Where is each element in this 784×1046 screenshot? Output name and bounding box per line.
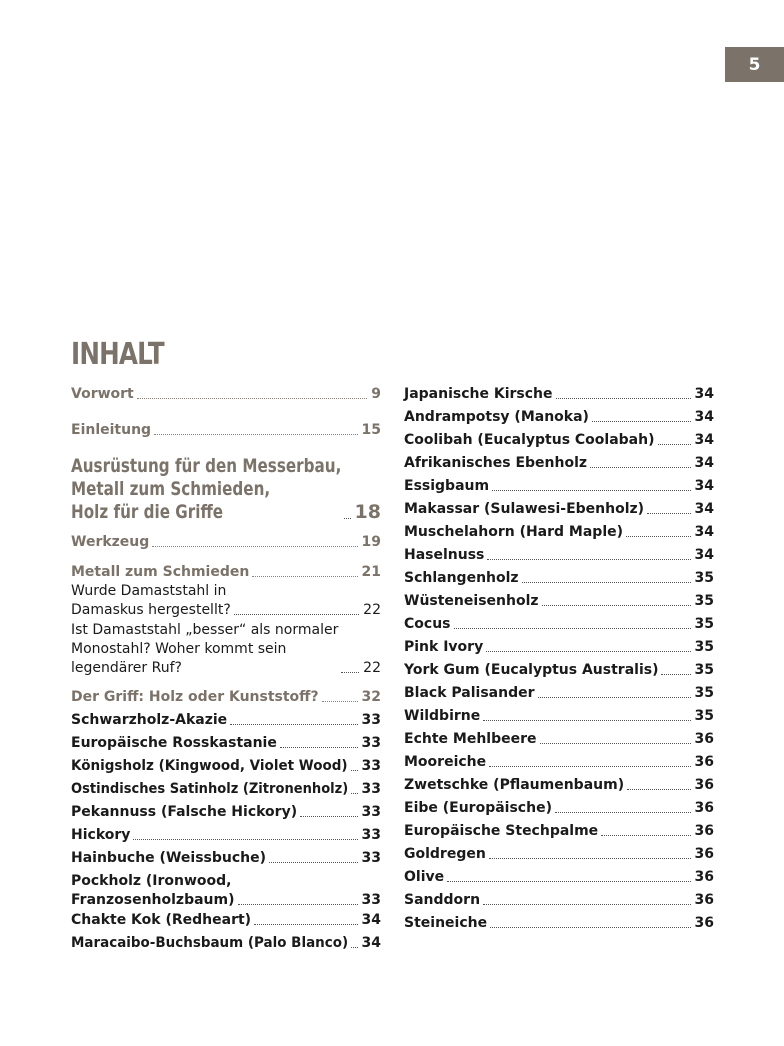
toc-entry[interactable] bbox=[404, 799, 714, 818]
dot-leader bbox=[492, 490, 690, 491]
toc-entry-title bbox=[71, 934, 349, 953]
toc-entry-title-line: Sanddorn bbox=[404, 892, 481, 908]
toc-entry-title-line: Wurde Damaststahl in bbox=[71, 583, 227, 599]
dot-leader bbox=[252, 576, 357, 577]
toc-entry-page: 35 bbox=[694, 685, 714, 701]
dot-leader bbox=[483, 720, 690, 721]
dot-leader bbox=[137, 398, 368, 399]
toc-entry-title bbox=[404, 661, 658, 680]
toc-entry-page: 15 bbox=[361, 422, 381, 438]
dot-leader bbox=[254, 924, 357, 925]
toc-entry-title bbox=[404, 408, 589, 427]
toc-entry-title-line: Zwetschke (Pflaumenbaum) bbox=[404, 777, 625, 793]
toc-entry-page: 33 bbox=[361, 827, 381, 843]
dot-leader bbox=[661, 674, 690, 675]
toc-entry[interactable] bbox=[404, 868, 714, 887]
toc-entry-title-line: Eibe (Europäische) bbox=[404, 800, 552, 816]
toc-entry-title bbox=[404, 592, 539, 611]
toc-entry-title-line: York Gum (Eucalyptus Australis) bbox=[404, 662, 659, 678]
toc-entry-title bbox=[404, 500, 644, 519]
toc-entry-title-line: Japanische Kirsche bbox=[404, 386, 553, 402]
dot-leader bbox=[152, 546, 357, 547]
toc-entry[interactable] bbox=[404, 592, 714, 611]
toc-entry[interactable] bbox=[71, 803, 381, 822]
toc-entry-title bbox=[71, 385, 134, 404]
toc-entry-page: 34 bbox=[694, 501, 714, 517]
toc-entry-title bbox=[404, 730, 537, 749]
toc-entry-page: 36 bbox=[694, 846, 714, 862]
toc-entry-title-line: Wildbirne bbox=[404, 708, 481, 724]
dot-leader bbox=[556, 398, 691, 399]
toc-entry[interactable] bbox=[71, 826, 381, 845]
toc-entry-page: 34 bbox=[694, 409, 714, 425]
dot-leader bbox=[626, 536, 690, 537]
toc-entry[interactable] bbox=[71, 849, 381, 868]
toc-entry[interactable] bbox=[404, 891, 714, 910]
toc-entry-title-line: Franzosenholzbaum) bbox=[71, 892, 235, 908]
toc-entry[interactable] bbox=[71, 872, 381, 910]
toc-entry-title-line: Metall zum Schmieden bbox=[71, 564, 250, 580]
toc-entry-page: 22 bbox=[363, 602, 381, 618]
toc-entry[interactable] bbox=[71, 455, 381, 524]
toc-entry-title-line: Schlangenholz bbox=[404, 570, 519, 586]
toc-entry-title bbox=[404, 546, 484, 565]
toc-entry[interactable] bbox=[71, 711, 381, 730]
toc-entry[interactable] bbox=[404, 638, 714, 657]
toc-entry[interactable] bbox=[404, 431, 714, 450]
toc-entry-page: 33 bbox=[361, 781, 381, 797]
toc-entry-title-line: Pockholz (Ironwood, bbox=[71, 873, 232, 889]
toc-entry-title bbox=[71, 688, 319, 707]
toc-entry-title-line: Makassar (Sulawesi-Ebenholz) bbox=[404, 501, 645, 517]
toc-entry-page: 34 bbox=[694, 386, 714, 402]
toc-entry-title bbox=[71, 582, 231, 620]
toc-entry-title-line: Steineiche bbox=[404, 915, 488, 931]
toc-entry[interactable] bbox=[71, 582, 381, 620]
toc-entry[interactable] bbox=[404, 408, 714, 427]
toc-entry-page: 35 bbox=[694, 662, 714, 678]
dot-leader bbox=[447, 881, 690, 882]
dot-leader bbox=[238, 904, 358, 905]
toc-entry-page: 36 bbox=[694, 869, 714, 885]
toc-entry-title-line: Muschelahorn (Hard Maple) bbox=[404, 524, 624, 540]
dot-leader bbox=[538, 697, 691, 698]
page-number: 5 bbox=[748, 54, 761, 75]
dot-leader bbox=[489, 766, 690, 767]
dot-leader bbox=[590, 467, 690, 468]
dot-leader bbox=[489, 858, 691, 859]
toc-entry-page: 35 bbox=[694, 616, 714, 632]
toc-entry-page: 34 bbox=[694, 524, 714, 540]
toc-entry-title bbox=[71, 533, 149, 552]
toc-entry-title bbox=[71, 455, 342, 524]
toc-entry-title-line: Einleitung bbox=[71, 422, 152, 438]
dot-leader bbox=[351, 793, 358, 794]
dot-leader bbox=[483, 904, 690, 905]
toc-entry[interactable] bbox=[404, 684, 714, 703]
dot-leader bbox=[322, 701, 358, 702]
toc-entry-title bbox=[404, 868, 444, 887]
toc-entry-title-line: Holz für die Griffe bbox=[71, 501, 224, 523]
toc-entry-page: 35 bbox=[694, 593, 714, 609]
dot-leader bbox=[351, 947, 358, 948]
toc-entry-page: 18 bbox=[354, 501, 381, 523]
toc-entry-page: 33 bbox=[361, 850, 381, 866]
toc-entry-title-line: Vorwort bbox=[71, 386, 134, 402]
toc-entry-title bbox=[71, 711, 227, 730]
toc-entry-title-line: Ostindisches Satinholz (Zitronenholz) bbox=[71, 781, 349, 797]
toc-entry-title bbox=[404, 615, 451, 634]
dot-leader bbox=[344, 518, 351, 519]
toc-entry[interactable] bbox=[404, 523, 714, 542]
toc-entry-title-line: Monostahl? Woher kommt sein bbox=[71, 641, 287, 657]
toc-entry-title bbox=[71, 803, 297, 822]
dot-leader bbox=[540, 743, 691, 744]
toc-entry[interactable] bbox=[71, 734, 381, 753]
toc-entry-page: 33 bbox=[361, 735, 381, 751]
toc-entry[interactable] bbox=[404, 845, 714, 864]
dot-leader bbox=[647, 513, 690, 514]
toc-entry-title bbox=[404, 822, 598, 841]
toc-entry-page: 33 bbox=[361, 892, 381, 908]
toc-entry-title bbox=[404, 799, 552, 818]
toc-entry-title-line: Ist Damaststahl „besser“ als normaler bbox=[71, 622, 339, 638]
toc-entry[interactable] bbox=[404, 707, 714, 726]
dot-leader bbox=[592, 421, 691, 422]
dot-leader bbox=[601, 835, 690, 836]
toc-title: INHALT bbox=[71, 337, 164, 372]
toc-entry-title bbox=[404, 776, 624, 795]
toc-entry-page: 35 bbox=[694, 708, 714, 724]
toc-entry[interactable] bbox=[404, 615, 714, 634]
toc-entry[interactable] bbox=[404, 822, 714, 841]
toc-entry-title-line: Goldregen bbox=[404, 846, 486, 862]
dot-leader bbox=[341, 672, 359, 673]
toc-entry[interactable] bbox=[404, 914, 714, 933]
dot-leader bbox=[454, 628, 691, 629]
toc-entry-page: 9 bbox=[371, 386, 381, 402]
toc-entry-title-line: Hainbuche (Weissbuche) bbox=[71, 850, 267, 866]
toc-entry[interactable] bbox=[404, 385, 714, 404]
toc-entry-page: 36 bbox=[694, 731, 714, 747]
toc-entry-page: 21 bbox=[361, 564, 381, 580]
toc-entry-page: 34 bbox=[694, 547, 714, 563]
toc-entry-title-line: Andrampotsy (Manoka) bbox=[404, 409, 589, 425]
dot-leader bbox=[234, 614, 359, 615]
toc-entry[interactable] bbox=[71, 421, 381, 440]
toc-entry[interactable] bbox=[71, 385, 381, 404]
toc-entry-title-line: Werkzeug bbox=[71, 534, 150, 550]
toc-entry-page: 36 bbox=[694, 915, 714, 931]
toc-entry-page: 36 bbox=[694, 754, 714, 770]
toc-entry-page: 34 bbox=[694, 478, 714, 494]
toc-entry[interactable] bbox=[404, 569, 714, 588]
toc-entry-title-line: Europäische Stechpalme bbox=[404, 823, 599, 839]
toc-entry[interactable] bbox=[71, 688, 381, 707]
toc-entry-title bbox=[71, 757, 348, 776]
toc-entry-title bbox=[404, 914, 487, 933]
toc-entry-title bbox=[404, 523, 623, 542]
toc-entry[interactable] bbox=[404, 500, 714, 519]
toc-entry[interactable] bbox=[71, 757, 381, 776]
toc-entry-page: 35 bbox=[694, 570, 714, 586]
toc-entry-title bbox=[71, 734, 277, 753]
toc-entry-page: 32 bbox=[361, 689, 381, 705]
toc-entry-title-line: Olive bbox=[404, 869, 445, 885]
toc-entry[interactable] bbox=[404, 730, 714, 749]
toc-entry-title bbox=[71, 849, 266, 868]
dot-leader bbox=[351, 770, 358, 771]
toc-entry-title bbox=[404, 845, 486, 864]
toc-entry-page: 34 bbox=[361, 935, 381, 951]
toc-entry-title-line: Haselnuss bbox=[404, 547, 485, 563]
toc-entry-title bbox=[404, 385, 553, 404]
toc-entry-title-line: Hickory bbox=[71, 827, 131, 843]
toc-entry[interactable] bbox=[404, 454, 714, 473]
toc-entry-title bbox=[404, 638, 483, 657]
dot-leader bbox=[555, 812, 691, 813]
dot-leader bbox=[154, 434, 357, 435]
toc-entry[interactable] bbox=[404, 776, 714, 795]
toc-entry-title-line: Metall zum Schmieden, bbox=[71, 478, 271, 500]
toc-entry[interactable] bbox=[71, 780, 381, 799]
toc-entry[interactable] bbox=[404, 546, 714, 565]
toc-entry-page: 36 bbox=[694, 823, 714, 839]
toc-entry-title bbox=[404, 753, 486, 772]
toc-entry[interactable] bbox=[71, 911, 381, 930]
toc-entry-page: 34 bbox=[694, 455, 714, 471]
toc-entry-page: 33 bbox=[361, 758, 381, 774]
toc-entry-page: 34 bbox=[361, 912, 381, 928]
toc-entry-title bbox=[404, 477, 489, 496]
toc-entry-page: 33 bbox=[361, 712, 381, 728]
toc-entry[interactable] bbox=[404, 753, 714, 772]
toc-entry-title bbox=[404, 707, 480, 726]
toc-entry-title-line: Echte Mehlbeere bbox=[404, 731, 537, 747]
toc-entry-title-line: Mooreiche bbox=[404, 754, 487, 770]
dot-leader bbox=[487, 559, 690, 560]
toc-entry-title bbox=[404, 454, 587, 473]
dot-leader bbox=[269, 862, 358, 863]
toc-entry-title-line: Königsholz (Kingwood, Violet Wood) bbox=[71, 758, 348, 774]
toc-entry-title bbox=[404, 431, 655, 450]
toc-entry-title-line: Damaskus hergestellt? bbox=[71, 602, 231, 618]
toc-entry-title bbox=[71, 421, 151, 440]
toc-entry-title-line: Afrikanisches Ebenholz bbox=[404, 455, 588, 471]
toc-entry-title-line: legendärer Ruf? bbox=[71, 660, 182, 676]
toc-entry-title bbox=[71, 826, 130, 845]
toc-entry-title-line: Pink Ivory bbox=[404, 639, 484, 655]
toc-entry-title-line: Black Palisander bbox=[404, 685, 535, 701]
toc-entry-title-line: Der Griff: Holz oder Kunststoff? bbox=[71, 689, 319, 705]
toc-entry-title-line: Cocus bbox=[404, 616, 451, 632]
toc-entry-title-line: Ausrüstung für den Messerbau, bbox=[71, 455, 342, 477]
toc-entry-page: 33 bbox=[361, 804, 381, 820]
dot-leader bbox=[522, 582, 691, 583]
dot-leader bbox=[300, 816, 357, 817]
toc-entry-title-line: Wüsteneisenholz bbox=[404, 593, 539, 609]
toc-entry-title-line: Essigbaum bbox=[404, 478, 490, 494]
dot-leader bbox=[542, 605, 691, 606]
toc-entry-title bbox=[404, 569, 519, 588]
toc-entry[interactable] bbox=[404, 661, 714, 680]
toc-entry[interactable] bbox=[71, 533, 381, 552]
toc-entry[interactable] bbox=[71, 621, 381, 678]
toc-entry[interactable] bbox=[71, 934, 381, 953]
dot-leader bbox=[627, 789, 690, 790]
toc-entry[interactable] bbox=[71, 563, 381, 582]
dot-leader bbox=[133, 839, 357, 840]
toc-entry-title-line: Coolibah (Eucalyptus Coolabah) bbox=[404, 432, 655, 448]
toc-entry-title-line: Europäische Rosskastanie bbox=[71, 735, 277, 751]
toc-entry-page: 36 bbox=[694, 892, 714, 908]
toc-entry-title bbox=[71, 563, 249, 582]
toc-entry-title-line: Pekannuss (Falsche Hickory) bbox=[71, 804, 298, 820]
toc-entry-page: 22 bbox=[363, 660, 381, 676]
dot-leader bbox=[658, 444, 691, 445]
toc-entry[interactable] bbox=[404, 477, 714, 496]
page-number-tab bbox=[725, 47, 784, 82]
toc-entry-title bbox=[404, 891, 480, 910]
dot-leader bbox=[230, 724, 357, 725]
toc-entry-title bbox=[404, 684, 535, 703]
toc-entry-title bbox=[71, 621, 338, 678]
toc-entry-title bbox=[71, 780, 349, 799]
toc-entry-title-line: Chakte Kok (Redheart) bbox=[71, 912, 252, 928]
toc-entry-title-line: Schwarzholz-Akazie bbox=[71, 712, 228, 728]
toc-entry-page: 35 bbox=[694, 639, 714, 655]
dot-leader bbox=[490, 927, 690, 928]
dot-leader bbox=[486, 651, 690, 652]
toc-entry-title bbox=[71, 872, 235, 910]
toc-entry-page: 36 bbox=[694, 777, 714, 793]
dot-leader bbox=[280, 747, 358, 748]
toc-entry-page: 34 bbox=[694, 432, 714, 448]
toc-entry-title-line: Maracaibo-Buchsbaum (Palo Blanco) bbox=[71, 935, 349, 951]
toc-entry-page: 19 bbox=[361, 534, 381, 550]
toc-entry-page: 36 bbox=[694, 800, 714, 816]
toc-entry-title bbox=[71, 911, 251, 930]
